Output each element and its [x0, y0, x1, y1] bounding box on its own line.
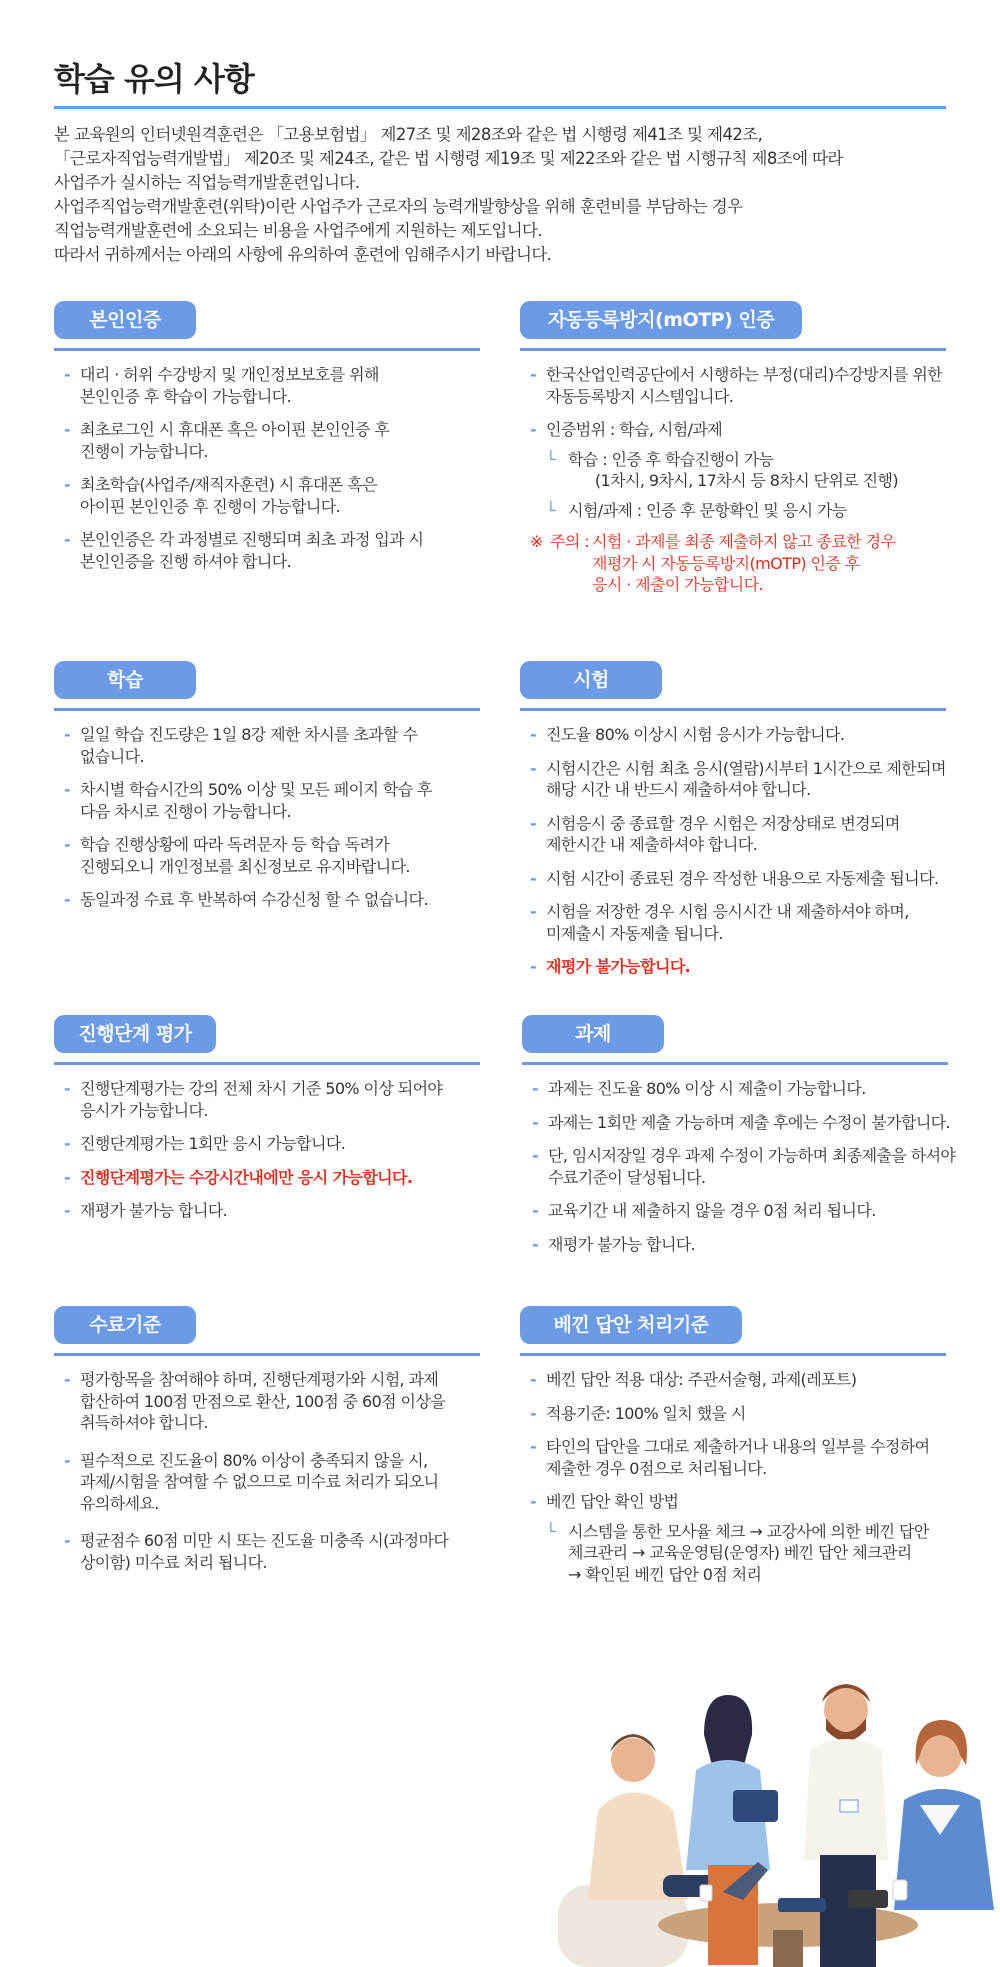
- dash-icon: -: [64, 475, 71, 494]
- dash-icon: -: [530, 365, 537, 384]
- section-progress-evaluation: [54, 1015, 484, 1220]
- intro-line: 「근로자직업능력개발법」 제20조 및 제24조, 같은 법 시행령 제19조 및 제22조와 같은 법 시행규칙 제8조에 따라: [54, 149, 843, 168]
- warning-notice: [530, 531, 1000, 596]
- dash-icon: -: [64, 1370, 71, 1389]
- dash-icon: -: [64, 1134, 71, 1153]
- list-item: - 최초로그인 시 휴대폰 혹은 아이핀 본인인증 후 진행이 가능합니다.: [64, 420, 390, 461]
- corner-arrow-icon: └: [546, 500, 556, 520]
- list-item: - 일일 학습 진도량은 1일 8강 제한 차시를 초과할 수 없습니다.: [64, 725, 418, 766]
- dash-icon: -: [64, 835, 71, 854]
- list-item: - 재평가 불가능 합니다.: [532, 1234, 696, 1254]
- list-item: - 과제는 진도율 80% 이상 시 제출이 가능합니다.: [532, 1079, 866, 1098]
- corner-arrow-icon: └: [546, 449, 556, 469]
- list-item: - 진행단계평가는 1회만 응시 가능합니다.: [64, 1134, 346, 1153]
- list-item: - 인증범위 : 학습, 시험/과제: [530, 420, 723, 439]
- list-item: - 단, 임시저장일 경우 과제 수정이 가능하며 최종제출을 하셔야 수료기준이 달성됩니다.: [532, 1146, 956, 1187]
- list-item: - 교육기간 내 제출하지 않을 경우 0점 처리 됩니다.: [532, 1201, 876, 1220]
- section-study: [54, 661, 484, 909]
- item-list: [64, 724, 494, 923]
- dash-icon: -: [532, 1146, 539, 1165]
- section-label: 진행단계 평가: [54, 1015, 216, 1053]
- sub-item: └ 학습 : 인증 후 학습진행이 가능 (1차시, 9차시, 17차시 등 8차시 단위로 진행): [546, 449, 898, 490]
- dash-icon: -: [532, 1234, 539, 1254]
- intro-paragraph: [54, 123, 954, 267]
- section-label: 시험: [520, 661, 662, 699]
- list-item: - 필수적으로 진도율이 80% 이상이 충족되지 않을 시, 과제/시험을 참여할 수 없으므로 미수료 처리가 되오니 유의하세요.: [64, 1450, 439, 1513]
- list-item: - 적용기준: 100% 일치 했을 시: [530, 1403, 746, 1423]
- dash-icon: -: [530, 1403, 537, 1423]
- list-item: - 베낀 답안 확인 방법: [530, 1492, 679, 1511]
- dash-icon: -: [64, 1531, 71, 1550]
- section-divider: [54, 348, 480, 351]
- item-list: [532, 1078, 1000, 1267]
- section-label: 학습: [54, 661, 196, 699]
- list-item: - 평균점수 60점 미만 시 또는 진도율 미충족 시(과정마다 상이함) 미수료 처리 됩니다.: [64, 1531, 449, 1572]
- dash-icon: -: [64, 420, 71, 439]
- item-list: [530, 364, 1000, 596]
- item-list: [64, 1369, 494, 1585]
- intro-line: 사업주직업능력개발훈련(위탁)이란 사업주가 근로자의 능력개발향상을 위해 훈련비를 부담하는 경우: [54, 197, 743, 216]
- section-label: 자동등록방지(mOTP) 인증: [520, 301, 802, 339]
- list-item: - 시험 시간이 종료된 경우 작성한 내용으로 자동제출 됩니다.: [530, 868, 939, 888]
- section-divider: [54, 1062, 480, 1065]
- list-item: - 차시별 학습시간의 50% 이상 및 모든 페이지 학습 후 다음 차시로 진행이 가능합니다.: [64, 780, 432, 821]
- list-item: - 시험시간은 시험 최초 응시(열람)시부터 1시간으로 제한되며 해당 시간 내 반드시 제출하셔야 합니다.: [530, 758, 946, 799]
- notice-text: 시험 · 과제를 최종 제출하지 않고 종료한 경우 재평가 시 자동등록방지(mOTP) 인증 후 응시 · 제출이 가능합니다.: [592, 532, 896, 594]
- section-divider: [520, 1353, 946, 1356]
- list-item: - 베낀 답안 적용 대상: 주관서술형, 과제(레포트): [530, 1370, 857, 1389]
- list-item: - 평가항목을 참여해야 하며, 진행단계평가와 시험, 과제 합산하여 100점 만점으로 환산, 100점 중 60점 이상을 취득하셔야 합니다.: [64, 1370, 446, 1432]
- sub-item: └ 시스템을 통한 모사율 체크 → 교강사에 의한 베낀 답안 체크관리 → 교육운영팀(운영자) 베낀 답안 체크관리 → 확인된 베낀 답안 0점 처리: [546, 1521, 929, 1584]
- list-item: - 본인인증은 각 과정별로 진행되며 최초 과정 입과 시 본인인증을 진행 하셔야 합니다.: [64, 530, 424, 571]
- dash-icon: -: [530, 1370, 537, 1389]
- item-list: [64, 364, 494, 584]
- section-plagiarism: [520, 1306, 950, 1584]
- list-item: - 진도율 80% 이상시 시험 응시가 가능합니다.: [530, 725, 845, 744]
- dash-icon: -: [64, 890, 71, 909]
- dash-icon: -: [532, 1201, 539, 1220]
- sub-item: └ 시험/과제 : 인증 후 문항확인 및 응시 가능: [546, 500, 847, 520]
- intro-line: 직업능력개발훈련에 소요되는 비용을 사업주에게 지원하는 제도입니다.: [54, 221, 543, 240]
- section-identity: [54, 301, 484, 571]
- section-exam: [520, 661, 950, 976]
- team-illustration: [548, 1680, 1000, 1967]
- page-title: 학습 유의 사항: [54, 60, 254, 98]
- corner-arrow-icon: └: [546, 1521, 556, 1541]
- list-item: - 타인의 답안을 그대로 제출하거나 내용의 일부를 수정하여 제출한 경우 0점으로 처리됩니다.: [530, 1437, 930, 1478]
- list-item-warning: - 재평가 불가능합니다.: [530, 957, 691, 976]
- table-leg: [773, 1930, 803, 1967]
- section-completion: [54, 1306, 484, 1572]
- section-divider: [520, 348, 946, 351]
- list-item: - 시험응시 중 종료할 경우 시험은 저장상태로 변경되며 제한시간 내 제출하셔야 합니다.: [530, 813, 900, 854]
- dash-icon: -: [530, 902, 537, 921]
- section-divider: [520, 708, 946, 711]
- section-divider: [54, 708, 480, 711]
- intro-line: 따라서 귀하께서는 아래의 사항에 유의하여 훈련에 임해주시기 바랍니다.: [54, 245, 552, 264]
- section-assignment: [522, 1015, 956, 1254]
- section-label: 베낀 답안 처리기준: [520, 1306, 742, 1344]
- list-item: - 최초학습(사업주/재직자훈련) 시 휴대폰 혹은 아이핀 본인인증 후 진행이 가능합니다.: [64, 475, 377, 516]
- section-label: 과제: [522, 1015, 664, 1053]
- notice-label: 주의 :: [550, 532, 589, 551]
- person-head: [611, 1738, 655, 1782]
- list-item-warning: - 진행단계평가는 수강시간내에만 응시 가능합니다.: [64, 1167, 413, 1187]
- dash-icon: -: [64, 1079, 71, 1098]
- dash-icon: -: [64, 365, 71, 384]
- item-list: [530, 1369, 1000, 1593]
- list-item: - 재평가 불가능 합니다.: [64, 1201, 228, 1220]
- dash-icon: -: [64, 1450, 71, 1470]
- title-divider: [54, 106, 946, 109]
- dash-icon: -: [64, 725, 71, 744]
- item-list: [64, 1078, 494, 1234]
- dash-icon: -: [530, 420, 537, 439]
- list-item: - 한국산업인력공단에서 시행하는 부정(대리)수강방지를 위한 자동등록방지 시스템입니다.: [530, 365, 943, 406]
- section-divider: [54, 1353, 480, 1356]
- dash-icon: -: [530, 957, 537, 976]
- section-label: 수료기준: [54, 1306, 196, 1344]
- list-item: - 과제는 1회만 제출 가능하며 제출 후에는 수정이 불가합니다.: [532, 1112, 951, 1132]
- list-item: - 학습 진행상황에 따라 독려문자 등 학습 독려가 진행되오니 개인정보를 최신정보로 유지바랍니다.: [64, 835, 410, 876]
- dash-icon: -: [530, 1437, 537, 1456]
- item-list: [530, 724, 1000, 990]
- list-item: - 진행단계평가는 강의 전체 차시 기준 50% 이상 되어야 응시가 가능합니다.: [64, 1079, 443, 1120]
- dash-icon: -: [530, 725, 537, 744]
- list-item: - 시험을 저장한 경우 시험 응시시간 내 제출하셔야 하며, 미제출시 자동제출 됩니다.: [530, 902, 909, 943]
- dash-icon: -: [530, 1492, 537, 1511]
- dash-icon: -: [532, 1079, 539, 1098]
- section-motp: [520, 301, 950, 594]
- dash-icon: -: [530, 868, 537, 888]
- dash-icon: -: [64, 530, 71, 549]
- dash-icon: -: [64, 780, 71, 799]
- dash-icon: -: [530, 813, 537, 833]
- dash-icon: -: [530, 758, 537, 778]
- section-label: 본인인증: [54, 301, 196, 339]
- dash-icon: -: [532, 1112, 539, 1132]
- list-item: - 대리 · 허위 수강방지 및 개인정보보호를 위해 본인인증 후 학습이 가능합니다.: [64, 365, 379, 406]
- intro-line: 본 교육원의 인터넷원격훈련은 「고용보험법」 제27조 및 제28조와 같은 법 시행령 제41조 및 제42조,: [54, 125, 763, 144]
- dash-icon: -: [64, 1167, 71, 1187]
- section-divider: [522, 1062, 948, 1065]
- reference-mark-icon: ※: [530, 532, 543, 551]
- list-item: - 동일과정 수료 후 반복하여 수강신청 할 수 없습니다.: [64, 890, 428, 909]
- intro-line: 사업주가 실시하는 직업능력개발훈련입니다.: [54, 173, 360, 192]
- dash-icon: -: [64, 1201, 71, 1220]
